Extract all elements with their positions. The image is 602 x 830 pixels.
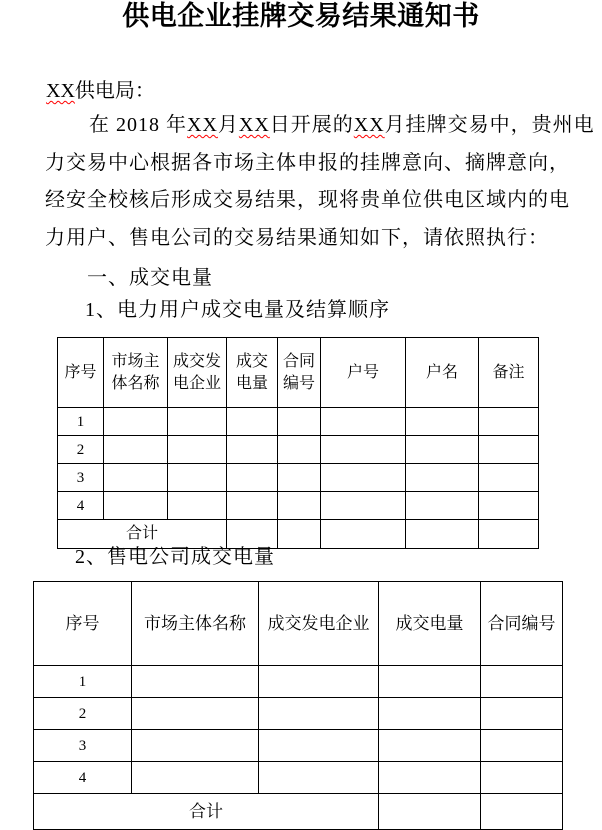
empty-cell	[259, 762, 379, 794]
body-paragraph	[45, 107, 595, 257]
empty-cell	[479, 464, 539, 492]
col-header-trade-volume: 成交电量	[379, 582, 481, 666]
table-row	[58, 464, 539, 492]
empty-cell	[104, 436, 168, 464]
empty-cell	[379, 698, 481, 730]
col-header-remarks: 备注	[479, 338, 539, 408]
empty-cell	[168, 408, 227, 436]
col-header-generation-company: 成交发电企业	[259, 582, 379, 666]
empty-cell	[379, 730, 481, 762]
empty-cell	[132, 730, 259, 762]
empty-cell	[168, 492, 227, 520]
empty-cell	[481, 666, 563, 698]
spellcheck-underline: XX	[238, 114, 270, 136]
total-row	[34, 794, 563, 830]
table-row	[58, 492, 539, 520]
empty-cell	[406, 464, 479, 492]
serial-cell: 1	[58, 408, 104, 436]
table-header-row	[34, 582, 563, 666]
empty-cell	[406, 492, 479, 520]
empty-cell	[259, 730, 379, 762]
col-header-contract-no: 合同编号	[278, 338, 321, 408]
empty-cell	[379, 666, 481, 698]
empty-cell	[406, 408, 479, 436]
empty-cell	[278, 464, 321, 492]
col-header-account-name: 户名	[406, 338, 479, 408]
empty-cell	[104, 464, 168, 492]
col-header-serial: 序号	[58, 338, 104, 408]
serial-cell: 2	[58, 436, 104, 464]
empty-cell	[104, 408, 168, 436]
empty-cell	[227, 492, 278, 520]
paragraph-line: 在 2018 年XX月XX日开展的XX月挂牌交易中，贵州电	[89, 114, 595, 136]
empty-cell	[227, 436, 278, 464]
spellcheck-underline: XX	[353, 114, 385, 136]
document-title: 供电企业挂牌交易结果通知书	[122, 1, 480, 31]
paragraph-line: 经安全校核后形成交易结果，现将贵单位供电区域内的电	[45, 189, 570, 212]
empty-cell	[259, 698, 379, 730]
empty-cell	[104, 492, 168, 520]
col-header-serial: 序号	[34, 582, 132, 666]
empty-cell	[379, 762, 481, 794]
empty-cell	[479, 492, 539, 520]
empty-cell	[132, 698, 259, 730]
empty-cell	[168, 436, 227, 464]
serial-cell: 4	[34, 762, 132, 794]
serial-cell: 4	[58, 492, 104, 520]
section-heading-volume: 一、成交电量	[87, 267, 213, 289]
col-header-account-no: 户号	[321, 338, 406, 408]
empty-cell	[227, 464, 278, 492]
paragraph-line: 力交易中心根据各市场主体申报的挂牌意向、摘牌意向，	[45, 151, 570, 174]
empty-cell	[278, 408, 321, 436]
table-header-row	[58, 338, 539, 408]
retail-company-trade-table	[33, 581, 563, 830]
serial-cell: 3	[58, 464, 104, 492]
paragraph-line: 力用户、售电公司的交易结果通知如下，请依照执行：	[45, 226, 549, 249]
col-header-market-entity: 市场主体名称	[132, 582, 259, 666]
empty-cell	[259, 666, 379, 698]
col-header-contract-no: 合同编号	[481, 582, 563, 666]
empty-cell	[278, 436, 321, 464]
empty-cell	[481, 698, 563, 730]
empty-cell	[321, 408, 406, 436]
table-row	[34, 698, 563, 730]
table-row	[58, 436, 539, 464]
col-header-market-entity: 市场主体名称	[104, 338, 168, 408]
empty-cell	[278, 492, 321, 520]
empty-cell	[278, 520, 321, 549]
table-row	[58, 408, 539, 436]
col-header-generation-company: 成交发电企业	[168, 338, 227, 408]
empty-cell	[479, 408, 539, 436]
empty-cell	[132, 666, 259, 698]
empty-cell	[481, 762, 563, 794]
empty-cell	[379, 794, 481, 830]
empty-cell	[168, 464, 227, 492]
table-row	[34, 666, 563, 698]
empty-cell	[321, 492, 406, 520]
empty-cell	[479, 520, 539, 549]
empty-cell	[321, 520, 406, 549]
empty-cell	[481, 730, 563, 762]
empty-cell	[132, 762, 259, 794]
power-user-trade-table	[57, 337, 539, 549]
empty-cell	[227, 408, 278, 436]
empty-cell	[406, 436, 479, 464]
serial-cell: 3	[34, 730, 132, 762]
salutation-line: XX供电局：	[46, 80, 155, 102]
subsection-heading-retail-companies: 2、售电公司成交电量	[75, 546, 275, 568]
serial-cell: 2	[34, 698, 132, 730]
table-row	[34, 730, 563, 762]
table-row	[34, 762, 563, 794]
empty-cell	[321, 436, 406, 464]
empty-cell	[321, 464, 406, 492]
spellcheck-underline: XX	[187, 114, 218, 136]
col-header-trade-volume: 成交电量	[227, 338, 278, 408]
spellcheck-underline: XX	[46, 80, 75, 102]
empty-cell	[406, 520, 479, 549]
serial-cell: 1	[34, 666, 132, 698]
subsection-heading-power-users: 1、电力用户成交电量及结算顺序	[85, 299, 390, 321]
empty-cell	[481, 794, 563, 830]
total-label-cell: 合计	[34, 794, 379, 830]
empty-cell	[479, 436, 539, 464]
total-label-cell: 合计	[58, 520, 227, 549]
